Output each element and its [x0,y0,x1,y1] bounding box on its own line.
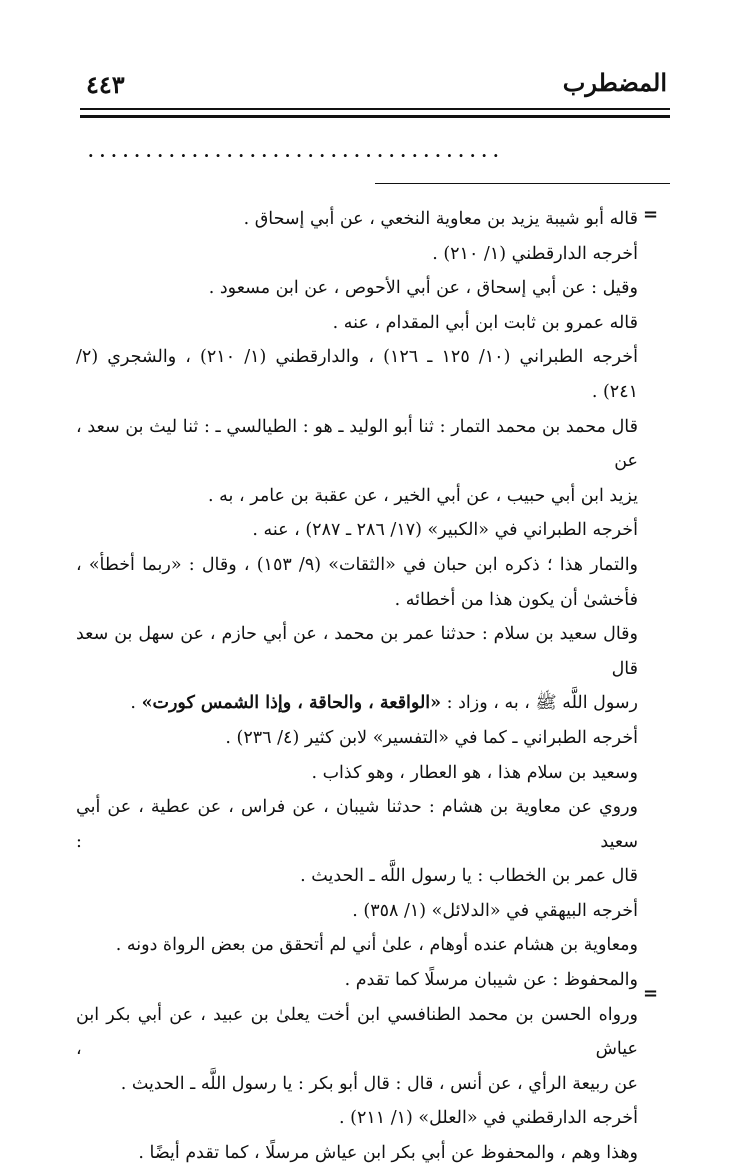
text-line: أخرجه البيهقي في «الدلائل» (١/ ٣٥٨) . [352,900,638,921]
running-header-title: المضطرب [562,68,667,97]
text-line: والتمار هذا ؛ ذكره ابن حبان في «الثقات» (٩/ ١٥٣) ، وقال : «ربما أخطأ» ، [76,554,639,575]
text-line: أخرجه الطبراني ـ كما في «التفسير» لابن كثير (٤/ ٢٣٦) . [225,727,638,748]
text-line: عن ربيعة الرأي ، عن أنس ، قال : قال أبو بكر : يا رسول اللَّه ـ الحديث . [120,1073,638,1094]
header-rule-thin [80,108,670,110]
omission-dots: .................................... [88,142,505,161]
text-line: أخرجه الطبراني في «الكبير» (١٧/ ٢٨٦ ـ ٢٨٧) ، عنه . [252,520,638,541]
text-line: أخرجه الدارقطني في «العلل» (١/ ٢١١) . [339,1108,638,1129]
text-line: ٢٤١) . [591,381,638,402]
text-line: قال عمر بن الخطاب : يا رسول اللَّه ـ الحديث . [300,866,638,887]
text-line: وسعيد بن سلام هذا ، هو العطار ، وهو كذاب . [311,762,638,783]
text-line: أخرجه الدارقطني (١/ ٢١٠) . [432,243,638,264]
text-line: قاله عمرو بن ثابت ابن أبي المقدام ، عنه . [332,312,638,333]
continuation-mark-end: = [643,983,659,1004]
text-line: ومعاوية بن هشام عنده أوهام ، علىٰ أني لم أتحقق من بعض الرواة دونه . [115,935,638,956]
text-segment: . [130,693,142,714]
text-line: أخرجه الطبراني (١٠/ ١٢٥ ـ ١٢٦) ، والدارقطني (١/ ٢١٠) ، والشجري (٢/ [76,347,638,368]
header-rule-thick [80,115,670,118]
continuation-mark-start: = [643,204,659,225]
text-line: قال محمد بن محمد التمار : ثنا أبو الوليد ـ هو : الطيالسي ـ : ثنا ليث بن سعد ، عن [76,416,638,472]
text-line: يزيد ابن أبي حبيب ، عن أبي الخير ، عن عقبة بن عامر ، به . [208,485,638,506]
bold-quote: «الواقعة ، والحاقة ، وإذا الشمس كورت» [141,693,442,714]
text-line: والمحفوظ : عن شيبان مرسلًا كما تقدم . [344,970,638,991]
footnote-rule [375,183,670,184]
text-segment: رسول اللَّه ﷺ ، به ، وزاد : [441,693,638,714]
text-line: فأخشىٰ أن يكون هذا من أخطائه . [394,589,638,610]
text-line: وقال سعيد بن سلام : حدثنا عمر بن محمد ، عن أبي حازم ، عن سهل بن سعد قال [76,624,638,679]
text-line-with-bold [76,686,638,721]
text-line: وقيل : عن أبي إسحاق ، عن أبي الأحوص ، عن ابن مسعود . [208,278,638,299]
page-number: ٤٤٣ [86,70,125,99]
text-line: وروي عن معاوية بن هشام : حدثنا شيبان ، عن فراس ، عن عطية ، عن أبي سعيد : [76,797,638,852]
footnote-body [76,202,638,1171]
text-line: وهذا وهم ، والمحفوظ عن أبي بكر ابن عياش مرسلًا ، كما تقدم أيضًا . [138,1143,638,1164]
text-line: قاله أبو شيبة يزيد بن معاوية النخعي ، عن أبي إسحاق . [243,209,638,229]
text-line: ورواه الحسن بن محمد الطنافسي ابن أخت يعلىٰ بن عبيد ، عن أبي بكر ابن عياش ، [76,1004,638,1060]
